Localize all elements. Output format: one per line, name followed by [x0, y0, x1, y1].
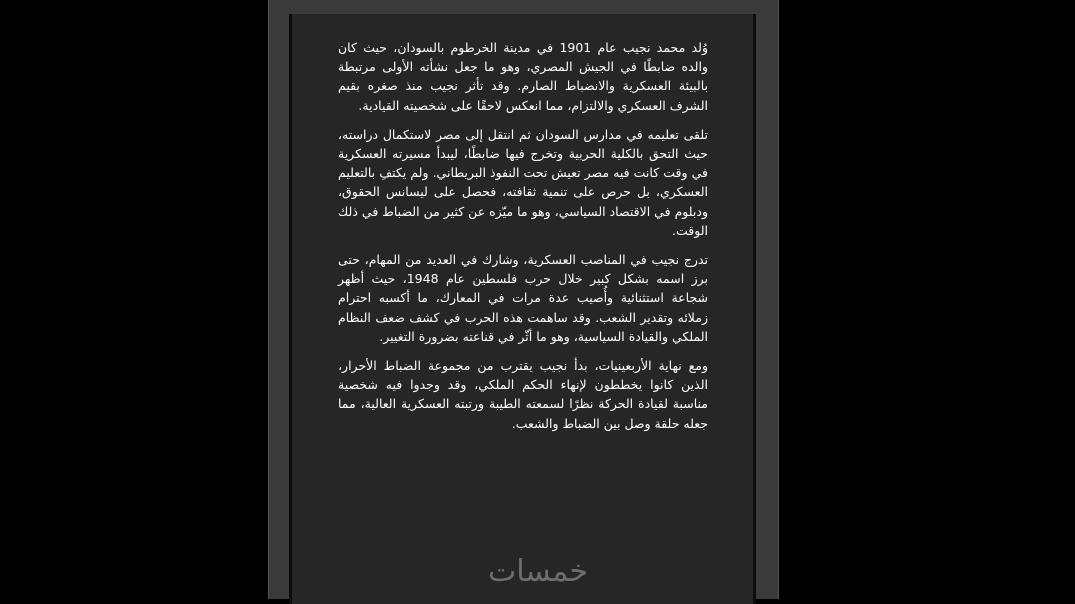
watermark-logo: خمسات — [487, 554, 589, 589]
paragraph-1: وُلد محمد نجيب عام 1901 في مدينة الخرطوم بالسودان، حيث كان والده ضابطًا في الجيش المصري، وهو ما جعل نشأته الأولى مرتبطة بالبيئة العسكرية والانضباط الصارم. وقد تأثر نجيب منذ صغره بقيم الشرف العسكري والالتزام، مما انعكس لاحقًا على شخصيته القيادية. — [338, 40, 709, 113]
document-body — [338, 38, 708, 443]
paragraph-3: تدرج نجيب في المناصب العسكرية، وشارك في العديد من المهام، حتى برز اسمه بشكل كبير خلال حرب فلسطين عام 1948، حيث أظهر شجاعة استثنائية وأُصيب عدة مرات في المعارك، ما أكسبه احترام زملائه وتقدير الشعب. وقد ساهمت هذه الحرب في كشف ضعف النظام الملكي والقيادة السياسية، وهو ما أثّر في قناعته بضرورة التغيير. — [338, 252, 708, 344]
paragraph-4: ومع نهاية الأربعينيات، بدأ نجيب يقترب من مجموعة الضباط الأحرار، الذين كانوا يخططون لإنهاء الحكم الملكي، وقد وجدوا فيه شخصية مناسبة لقيادة الحركة نظرًا لسمعته الطيبة ورتبته العسكرية العالية، مما جعله حلقة وصل بين الضباط والشعب. — [338, 358, 708, 431]
paragraph-2: تلقى تعليمه في مدارس السودان ثم انتقل إلى مصر لاستكمال دراسته، حيث التحق بالكلية الحربية وتخرج فيها ضابطًا، ليبدأ مسيرته العسكرية في وقت كانت فيه مصر تعيش تحت النفوذ البريطاني. ولم يكتفِ بالتعليم العسكري، بل حرص على تنمية ثقافته، فحصل على ليسانس الحقوق، ودبلوم في الاقتصاد السياسي، وهو ما ميّزه عن كثير من الضباط في ذلك الوقت. — [338, 126, 708, 238]
